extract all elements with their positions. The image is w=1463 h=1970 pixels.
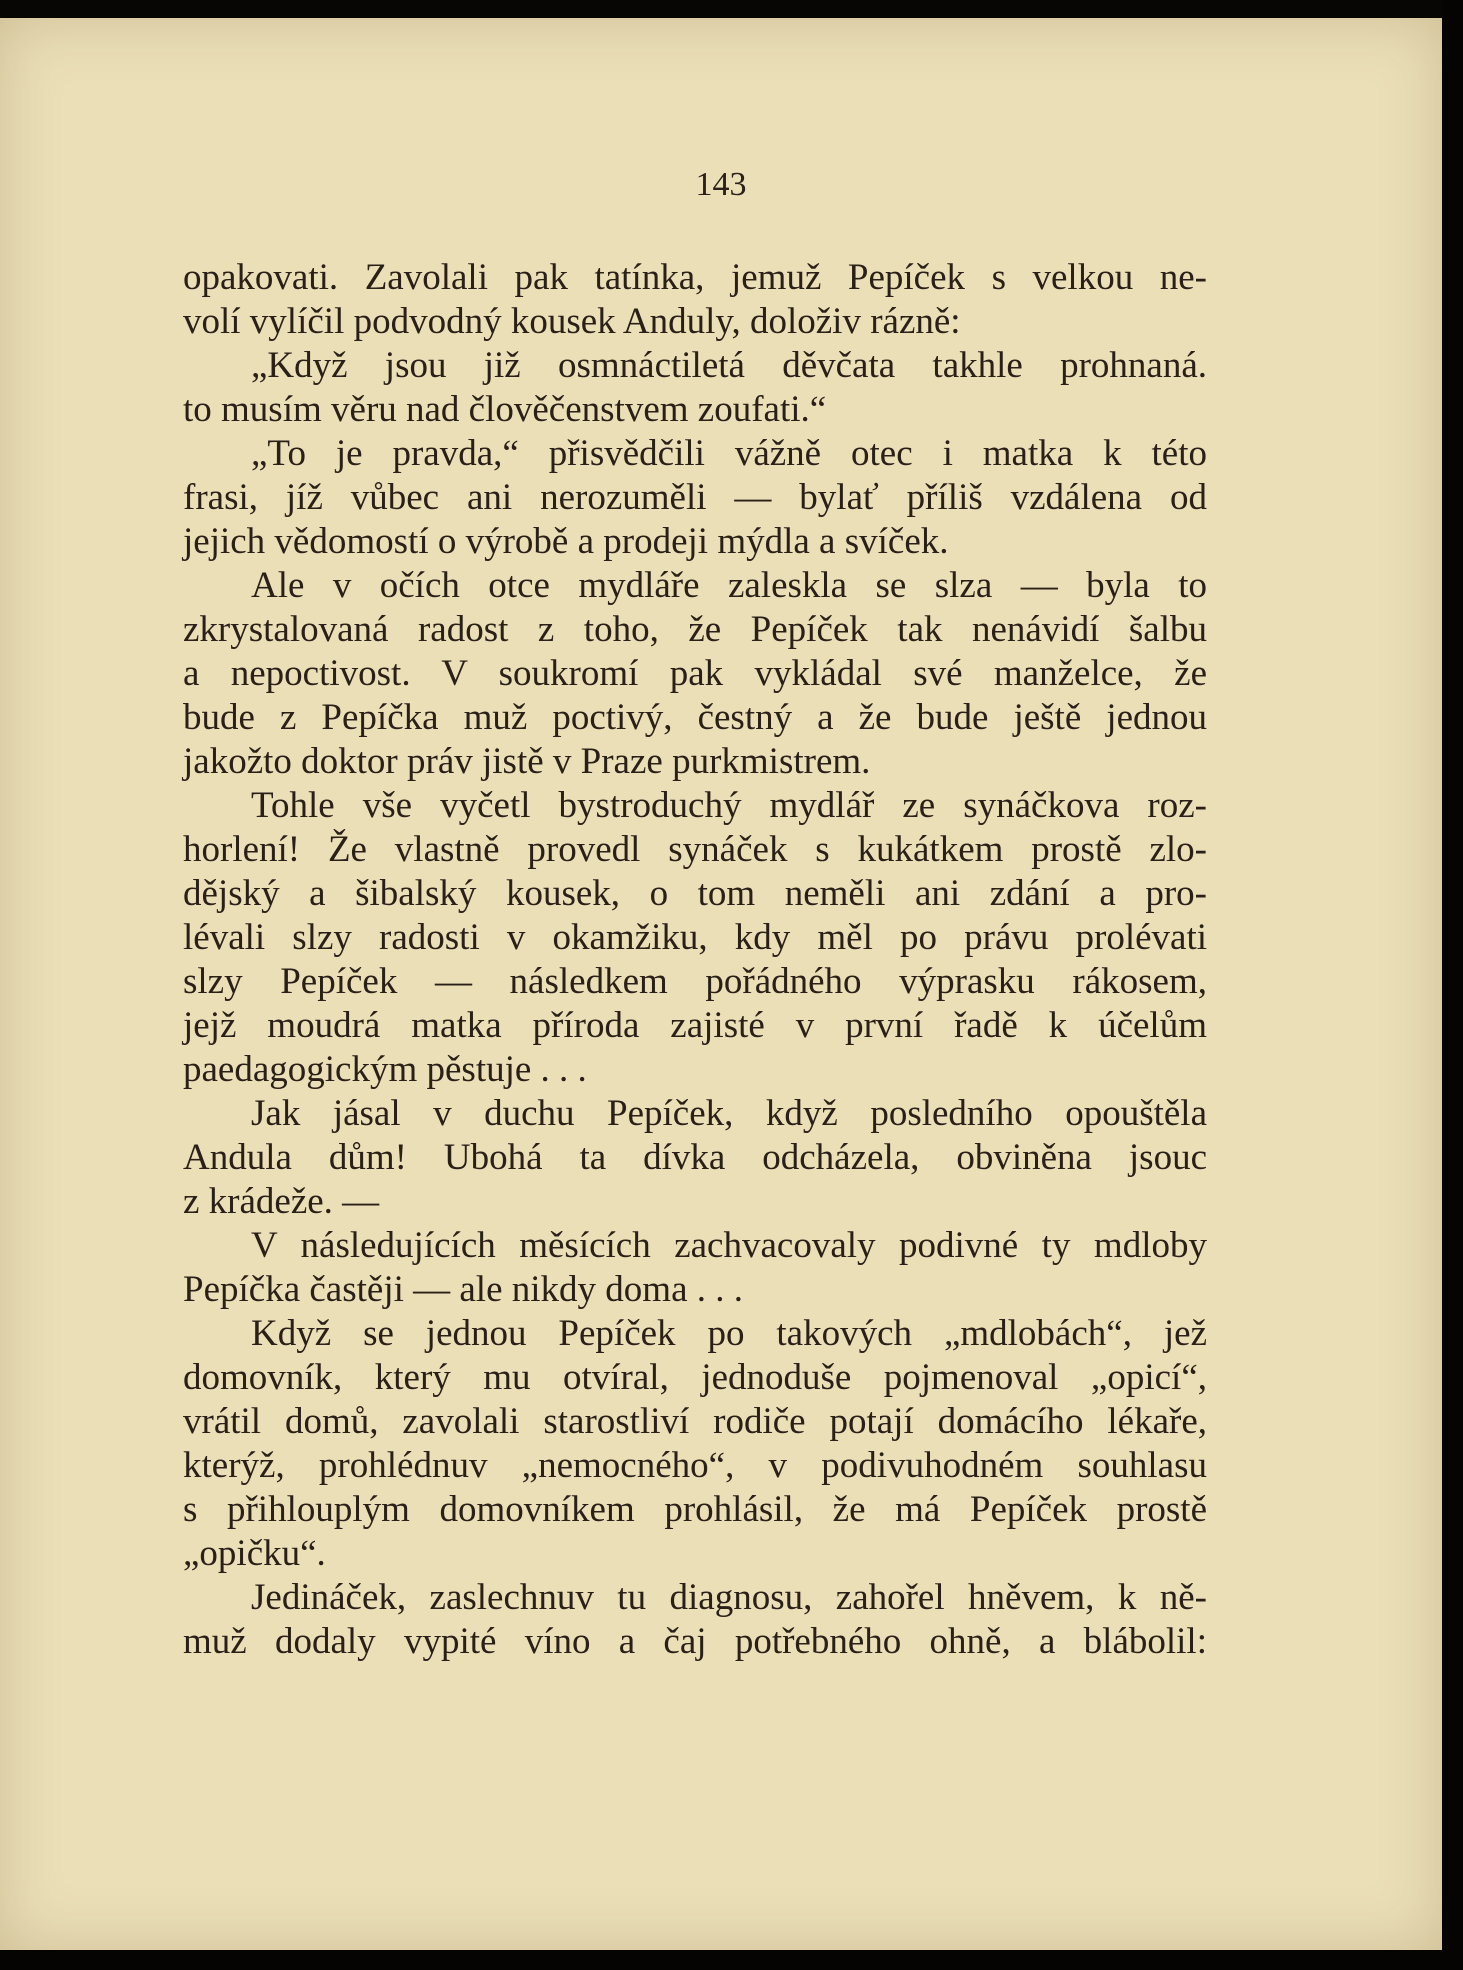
text-line: Pepíčka častěji — ale nikdy doma . . .	[183, 1269, 743, 1310]
text-line: Jedináček, zaslechnuv tu diagnosu, zahořel hněvem, k ně-	[251, 1577, 1207, 1618]
text-line: jejich vědomostí o výrobě a prodeji mýdla a svíček.	[183, 521, 949, 562]
text-line: to musím věru nad člověčenstvem zoufati.“	[183, 389, 827, 430]
scan-bottom-edge	[0, 1950, 1463, 1970]
text-line: muž dodaly vypité víno a čaj potřebného ohně, a blábolil:	[183, 1621, 1207, 1662]
text-line: volí vylíčil podvodný kousek Anduly, doloživ rázně:	[183, 301, 961, 342]
text-line: zkrystalovaná radost z toho, že Pepíček tak nenávidí šalbu	[183, 609, 1207, 650]
text-line: bude z Pepíčka muž poctivý, čestný a že bude ještě jednou	[183, 697, 1207, 738]
text-line: lévali slzy radosti v okamžiku, kdy měl po právu prolévati	[183, 917, 1207, 958]
text-line: Ale v očích otce mydláře zaleskla se slza — byla to	[251, 565, 1207, 606]
body-text	[183, 256, 1207, 1664]
text-line: „opičku“.	[183, 1533, 326, 1574]
text-line: vrátil domů, zavolali starostliví rodiče potají domácího lékaře,	[183, 1401, 1207, 1442]
book-page	[0, 18, 1442, 1950]
text-line: „To je pravda,“ přisvědčili vážně otec i matka k této	[251, 433, 1207, 474]
text-line: Tohle vše vyčetl bystroduchý mydlář ze synáčkova roz-	[251, 785, 1207, 826]
text-line: Jak jásal v duchu Pepíček, když posledního opouštěla	[251, 1093, 1207, 1134]
scan-right-edge	[1442, 0, 1463, 1970]
text-line: Když se jednou Pepíček po takových „mdlobách“, jež	[251, 1313, 1207, 1354]
text-line: jejž moudrá matka příroda zajisté v první řadě k účelům	[183, 1005, 1207, 1046]
text-line: dějský a šibalský kousek, o tom neměli ani zdání a pro-	[183, 873, 1207, 914]
text-line: „Když jsou již osmnáctiletá děvčata takhle prohnaná.	[251, 345, 1207, 386]
text-line: V následujících měsících zachvacovaly podivné ty mdloby	[251, 1225, 1207, 1266]
text-line: domovník, který mu otvíral, jednoduše pojmenoval „opicí“,	[183, 1357, 1207, 1398]
text-line: jakožto doktor práv jistě v Praze purkmistrem.	[183, 741, 871, 782]
text-line: frasi, jíž vůbec ani nerozuměli — bylať příliš vzdálena od	[183, 477, 1207, 518]
text-line: opakovati. Zavolali pak tatínka, jemuž Pepíček s velkou ne-	[183, 257, 1207, 298]
scan-top-edge	[0, 0, 1463, 18]
text-line: s přihlouplým domovníkem prohlásil, že má Pepíček prostě	[183, 1489, 1207, 1530]
text-line: paedagogickým pěstuje . . .	[183, 1049, 587, 1090]
text-line: slzy Pepíček — následkem pořádného výprasku rákosem,	[183, 961, 1207, 1002]
text-line: Andula dům! Ubohá ta dívka odcházela, obviněna jsouc	[183, 1137, 1207, 1178]
text-line: horlení! Že vlastně provedl synáček s kukátkem prostě zlo-	[183, 829, 1207, 870]
text-line: z krádeže. —	[183, 1181, 380, 1222]
page-number: 143	[695, 166, 747, 203]
text-line: a nepoctivost. V soukromí pak vykládal své manželce, že	[183, 653, 1207, 694]
text-line: kterýž, prohlédnuv „nemocného“, v podivuhodném souhlasu	[183, 1445, 1207, 1486]
